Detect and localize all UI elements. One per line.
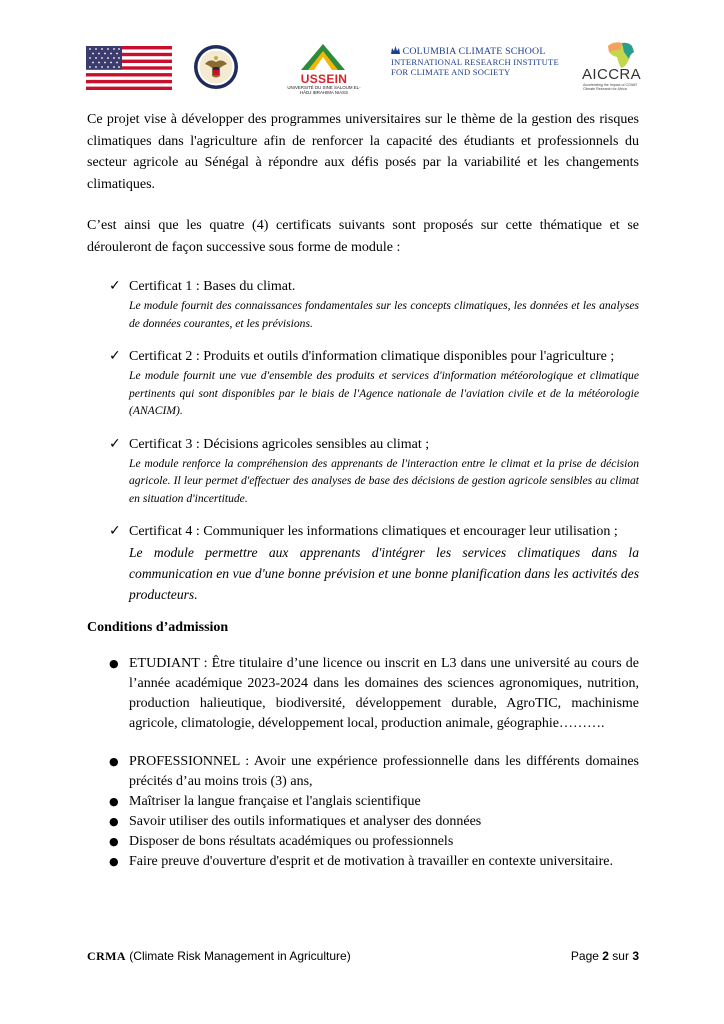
admission-item-text: PROFESSIONNEL : Avoir une expérience professionnelle dans les différents domaines précités d’au moins trois (3) ans, bbox=[129, 754, 639, 789]
ussein-logo bbox=[283, 42, 363, 98]
certificate-item bbox=[87, 521, 639, 605]
bullet-icon: ● bbox=[109, 657, 119, 670]
bullet-icon: ● bbox=[109, 835, 119, 848]
certificate-title: Certificat 4 : Communiquer les informations climatiques et encourager leur utilisation ; bbox=[129, 524, 618, 539]
checkmark-icon: ✓ bbox=[109, 348, 121, 364]
ussein-mountain-icon bbox=[283, 42, 363, 74]
bullet-icon: ● bbox=[109, 815, 119, 828]
ussein-name: USSEIN bbox=[300, 72, 348, 86]
checkmark-icon: ✓ bbox=[109, 278, 121, 294]
footer-title bbox=[87, 948, 351, 964]
aiccra-logo bbox=[582, 40, 646, 96]
crown-icon bbox=[391, 46, 400, 54]
certificate-description: Le module fournit une vue d'ensemble des produits et services d'information météorologique et climatique pertinents qui sont disponibles par le biais de l'Agence nationale de l'aviation civile et de la météorologie (ANACIM). bbox=[129, 369, 639, 417]
admission-item-text: Faire preuve d'ouverture d'esprit et de motivation à travailler en contexte universitaire. bbox=[129, 854, 613, 869]
certificate-title: Certificat 3 : Décisions agricoles sensibles au climat ; bbox=[129, 436, 430, 452]
bullet-icon: ● bbox=[109, 795, 119, 808]
page-current: 2 bbox=[602, 949, 609, 963]
checkmark-icon: ✓ bbox=[109, 523, 121, 539]
page-prefix: Page bbox=[570, 949, 599, 963]
certificate-title: Certificat 2 : Produits et outils d'information climatique disponibles pour l'agriculture ; bbox=[129, 349, 615, 364]
page-footer bbox=[87, 948, 639, 964]
columbia-line-3: FOR CLIMATE AND SOCIETY bbox=[391, 67, 511, 77]
page-number bbox=[571, 948, 639, 964]
admission-item bbox=[87, 812, 639, 832]
footer-expansion: (Climate Risk Management in Agriculture) bbox=[129, 949, 351, 963]
footer-acronym: CRMA bbox=[87, 949, 126, 963]
admission-list bbox=[87, 654, 639, 872]
ussein-subtitle: UNIVERSITÉ DU SINE SALOUM EL-HÂDJ IBRAHIMA NIASS bbox=[287, 85, 361, 95]
certificates-list bbox=[87, 276, 639, 605]
admission-item bbox=[87, 792, 639, 812]
admission-item bbox=[87, 852, 639, 872]
columbia-line-2: INTERNATIONAL RESEARCH INSTITUTE bbox=[391, 57, 559, 67]
admission-item-text: ETUDIANT : Être titulaire d’une licence ou inscrit en L3 dans une université au cours de l’année académique 2023-2024 dans les domaines des sciences agronomiques, nutrition, production halieutique, biodiversité, développement durable, AgroTIC, machinisme agricole, climatologie, développement local, production animale, géographie………. bbox=[129, 656, 639, 731]
certificate-title: Certificat 1 : Bases du climat. bbox=[129, 279, 296, 294]
intro-paragraph: C’est ainsi que les quatre (4) certificats suivants sont proposés sur cette thématique et se dérouleront de façon successive sous forme de module : bbox=[87, 218, 639, 255]
us-flag-icon bbox=[86, 46, 172, 90]
certificate-item bbox=[87, 346, 639, 420]
bullet-icon: ● bbox=[109, 855, 119, 868]
admission-item bbox=[87, 752, 639, 792]
admission-item-text: Disposer de bons résultats académiques ou professionnels bbox=[129, 834, 454, 849]
header-logos bbox=[0, 40, 724, 98]
certificate-description: Le module fournit des connaissances fondamentales sur les concepts climatiques, les données et les analyses de données courantes, et les prévisions. bbox=[129, 299, 639, 330]
page-total: 3 bbox=[632, 949, 639, 963]
admission-title: Conditions d’admission bbox=[87, 620, 229, 635]
certificate-description: Le module permettre aux apprenants d'intégrer les services climatiques dans la communication en vue d'une bonne prévision et une bonne planification dans les activités des producteurs. bbox=[129, 545, 639, 602]
columbia-line-1: COLUMBIA CLIMATE SCHOOL bbox=[402, 46, 546, 57]
bullet-icon: ● bbox=[109, 755, 119, 768]
certificate-item bbox=[87, 276, 639, 332]
checkmark-icon: ✓ bbox=[109, 435, 121, 452]
admission-item-text: Savoir utiliser des outils informatiques et analyser des données bbox=[129, 814, 482, 829]
main-content bbox=[87, 109, 639, 619]
aiccra-name: AICCRA bbox=[582, 66, 642, 83]
admission-item bbox=[87, 832, 639, 852]
admission-item bbox=[87, 654, 639, 734]
admission-item-text: Maîtriser la langue française et l'anglais scientifique bbox=[129, 794, 421, 809]
certificate-description: Le module renforce la compréhension des apprenants de l'interaction entre le climat et la prise de décision agricole. Il leur permet d'effectuer des analyses de base des décisions de gestion agricole sensibles au climat en situation d'incertitude. bbox=[129, 456, 639, 505]
page-separator: sur bbox=[612, 949, 629, 963]
columbia-logo bbox=[391, 46, 559, 90]
aiccra-subtitle: Accelerating the Impact of CGIAR Climate Research for Africa bbox=[583, 83, 637, 92]
certificate-item bbox=[87, 434, 639, 508]
intro-paragraph: Ce projet vise à développer des programmes universitaires sur le thème de la gestion des risques climatiques dans l'agriculture afin de renforcer la capacité des étudiants et professionnels du secteur agricole au Sénégal à répondre aux défis posés par la variabilité et les changements climatiques. bbox=[87, 112, 639, 192]
embassy-seal-icon bbox=[193, 44, 239, 90]
